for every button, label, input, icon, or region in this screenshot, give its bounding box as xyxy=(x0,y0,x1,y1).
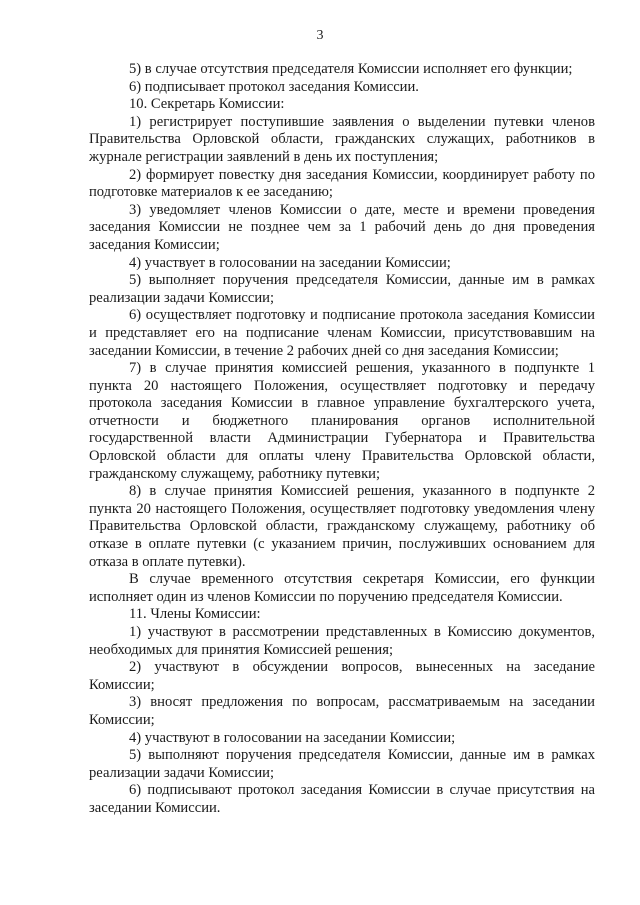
paragraph: 6) подписывает протокол заседания Комиссии. xyxy=(129,78,419,95)
paragraph: 1) участвуют в рассмотрении представленных в Комиссию документов, необходимых для принятия Комиссией решения; xyxy=(89,624,595,658)
paragraph: 4) участвуют в голосовании на заседании Комиссии; xyxy=(129,729,456,746)
paragraph: 2) формирует повестку дня заседания Комиссии, координирует работу по подготовке материалов к ее заседанию; xyxy=(89,166,595,201)
page-number: 3 xyxy=(316,28,324,43)
paragraph: 3) уведомляет членов Комиссии о дате, месте и времени проведения заседания Комиссии не позднее чем за 1 рабочий день до дня проведения заседания Комиссии; xyxy=(89,201,595,253)
paragraph: 8) в случае принятия Комиссией решения, указанного в подпункте 2 пункта 20 настоящего Положения, осуществляет подготовку уведомления члену Правительства Орловской области, гражданскому служащему, работнику об отказе в оплате путевки (с указанием причин, послуживших основанием для отказа в оплате путевки). xyxy=(89,483,595,570)
document-body xyxy=(89,61,595,818)
section-heading-members: 11. Члены Комиссии: xyxy=(129,606,261,623)
paragraph: В случае временного отсутствия секретаря Комиссии, его функции исполняет один из членов Комиссии по поручению председателя Комиссии. xyxy=(89,571,595,605)
paragraph: 2) участвуют в обсуждении вопросов, вынесенных на заседание Комиссии; xyxy=(89,659,595,693)
paragraph: 4) участвует в голосовании на заседании Комиссии; xyxy=(129,254,451,271)
paragraph: 3) вносят предложения по вопросам, рассматриваемым на заседании Комиссии; xyxy=(89,694,595,728)
paragraph: 1) регистрирует поступившие заявления о выделении путевки членов Правительства Орловской области, гражданских служащих, работников в журнале регистрации заявлений в день их поступления; xyxy=(89,113,595,165)
paragraph: 5) в случае отсутствия председателя Комиссии исполняет его функции; xyxy=(129,61,573,77)
paragraph: 5) выполняют поручения председателя Комиссии, данные им в рамках реализации задачи Комиссии; xyxy=(89,747,595,781)
paragraph: 6) осуществляет подготовку и подписание протокола заседания Комиссии и представляет его на подписание членам Комиссии, присутствовавшим на заседании Комиссии, в течение 2 рабочих дней со дня заседания Комиссии; xyxy=(89,307,595,359)
section-heading-secretary: 10. Секретарь Комиссии: xyxy=(129,96,285,113)
paragraph: 6) подписывают протокол заседания Комиссии в случае присутствия на заседании Комиссии. xyxy=(89,782,595,816)
paragraph: 7) в случае принятия комиссией решения, указанного в подпункте 1 пункта 20 настоящего Положения, осуществляет подготовку и передачу протокола заседания Комиссии в главное управление бухгалтерского учета, отчетности и бюджетного планирования органов исполнительной государственной власти Администрации Губернатора и Правительства Орловской области для оплаты члену Правительства Орловской области, гражданскому служащему, работнику путевки; xyxy=(89,360,595,482)
paragraph: 5) выполняет поручения председателя Комиссии, данные им в рамках реализации задачи Комиссии; xyxy=(89,272,595,306)
